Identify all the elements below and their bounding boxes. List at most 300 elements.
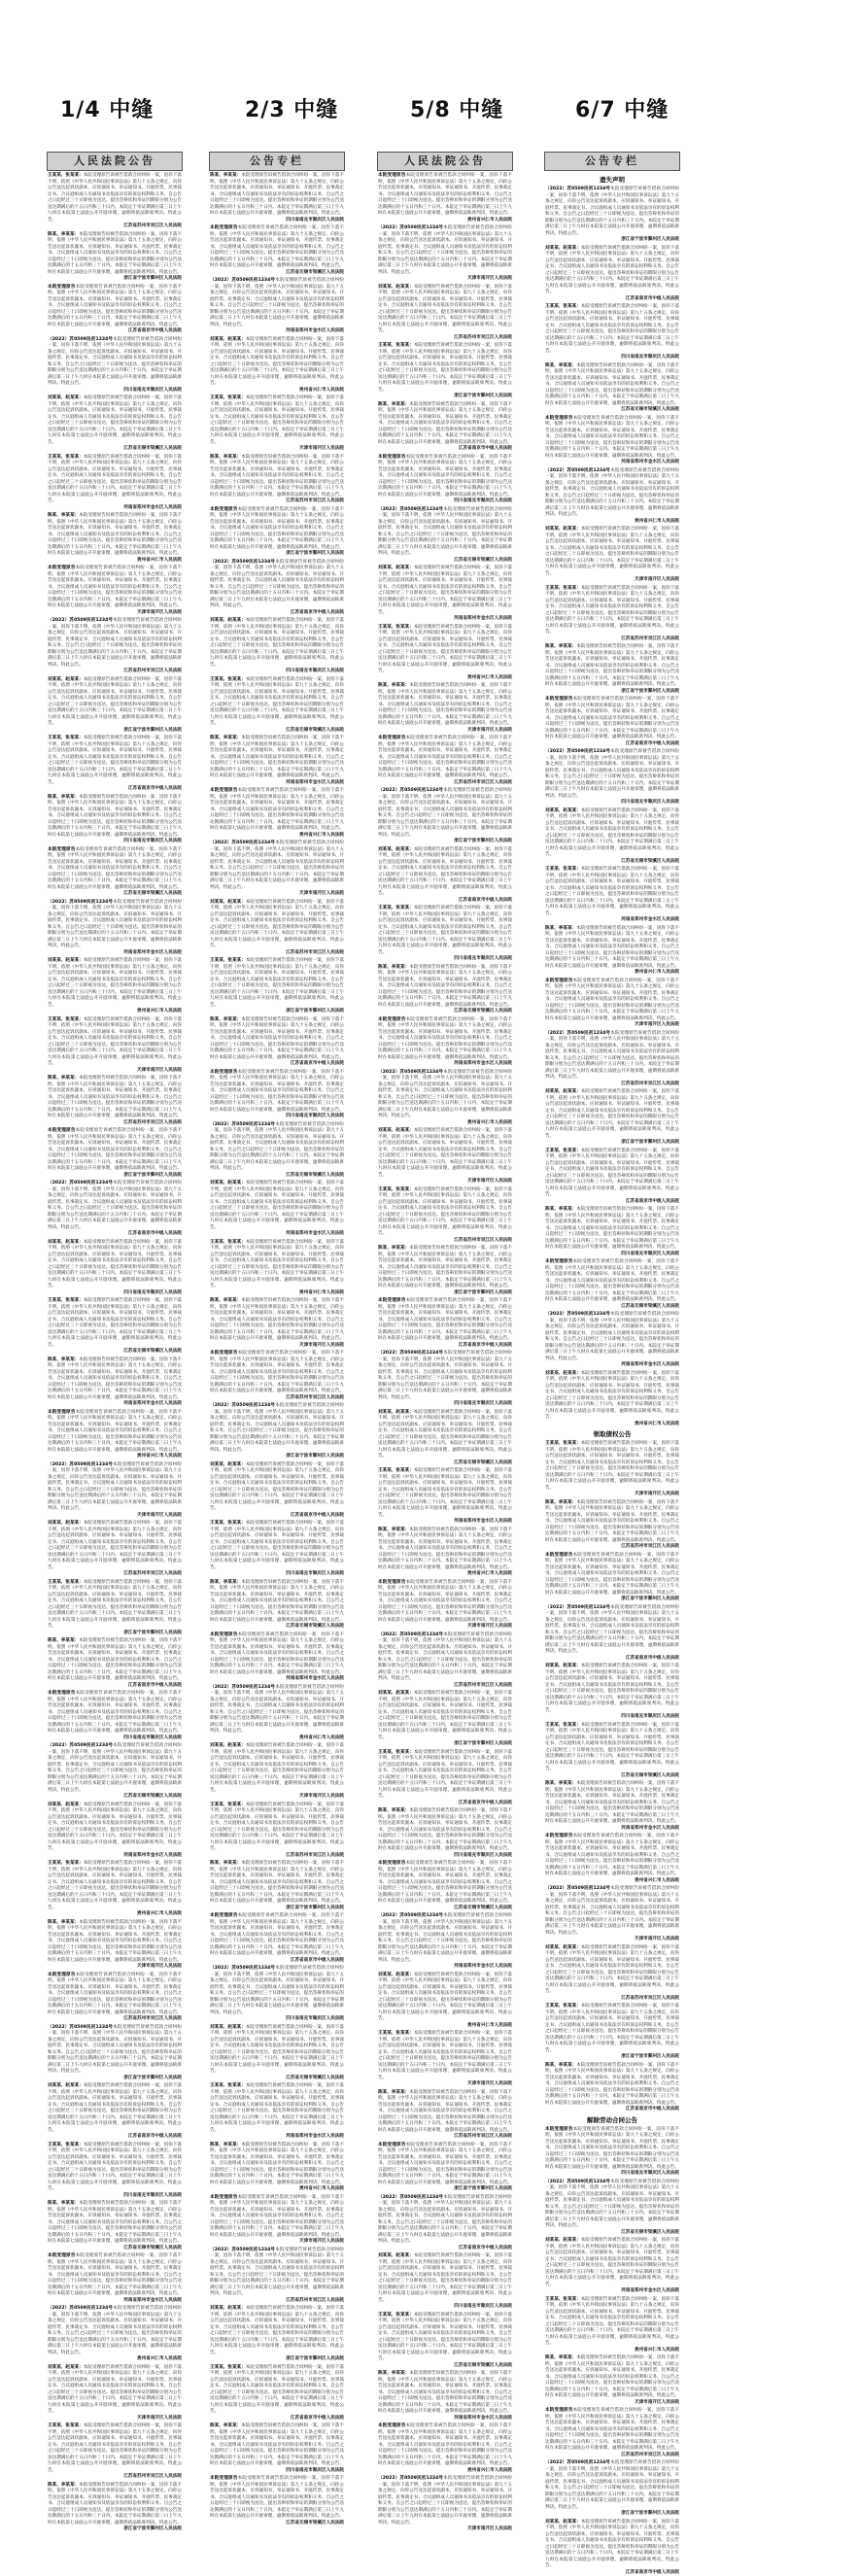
notice-text: 本院受理原告诉被告借款合同纠纷一案，因你下落不明，依照《中华人民共和国民事诉讼法》第九十五条之规定，向你公告送达起诉状副本、应诉通知书、举证通知书、开庭传票、民事裁定书、合议庭组成人员通知书及依法享有的诉讼权利和义务。自公告之日起经过三十日即视为送达。提出答辩状和举证的期限分别为公告送达期满后的十五日内和三十日内。本院定于举证期满后第三日上午九时在本院第七法庭公开开庭审理，逾期将依法缺席判决。特此公告。 <box>378 2423 512 2466</box>
notice-court: 江苏省苏州市吴江区人民法院 <box>545 1544 679 1551</box>
notice-text: 本院受理原告诉被告借款合同纠纷一案，因你下落不明，依照《中华人民共和国民事诉讼法》第九十五条之规定，向你公告送达起诉状副本、应诉通知书、举证通知书、开庭传票、民事裁定书、合议庭组成人员通知书及依法享有的诉讼权利和义务。自公告之日起经过三十日即视为送达。提出答辩状和举证的期限分别为公告送达期满后的十五日内和三十日内。本院定于举证期满后第三日上午九时在本院第七法庭公开开庭审理，逾期将依法缺席判决。特此公告。 <box>48 455 182 504</box>
notice-item <box>545 1207 679 1257</box>
notice-head: （2022）苏0509民初1234号 <box>210 2248 275 2252</box>
notice-court: 天津市南开区人民法院 <box>378 728 512 735</box>
notice-head: 陈某、李某某： <box>48 232 79 237</box>
notice-item <box>378 1351 512 1408</box>
notice-item <box>48 455 182 512</box>
notice-court: 贵州省兴仁市人民法院 <box>545 1878 679 1885</box>
notice-item <box>48 1357 182 1408</box>
notice-item <box>378 2090 512 2141</box>
notice-item <box>378 1808 512 1859</box>
notice-head: 本院受理原告 <box>545 1259 573 1264</box>
notice-item <box>545 1312 679 1369</box>
notice-head: 陈某、李某某： <box>210 2143 241 2147</box>
notice-head: （2022）苏0509民初1234号 <box>48 618 113 623</box>
notice-head: 刘某某、赵某某： <box>378 285 414 290</box>
notice-item <box>378 1187 512 1245</box>
notice-item <box>210 337 344 395</box>
notice-court: 浙江省宁波市鄞州区人民法院 <box>48 1631 182 1637</box>
notice-head: （2022）苏0509民初1234号 <box>48 1181 113 1185</box>
notice-head: 本院受理原告 <box>545 1834 573 1838</box>
notice-item <box>210 677 344 735</box>
notice-court: 天津市南开区人民法院 <box>378 2081 512 2088</box>
notice-head: 本院受理原告 <box>378 173 406 178</box>
fold-label-1-4: 1/4 中缝 <box>60 93 154 123</box>
notice-court: 天津市南开区人民法院 <box>48 1513 182 1520</box>
notice-text: 本院受理原告诉被告借款合同纠纷一案，因你下落不明，依照《中华人民共和国民事诉讼法》第九十五条之规定，向你公告送达起诉状副本、应诉通知书、举证通知书、开庭传票、民事裁定书、合议庭组成人员通知书及依法享有的诉讼权利和义务。自公告之日起经过三十日即视为送达。提出答辩状和举证的期限分别为公告送达期满后的十五日内和三十日内。本院定于举证期满后第三日上午九时在本院第七法庭公开开庭审理，逾期将依法缺席判决。特此公告。 <box>48 513 182 556</box>
notice-item <box>545 867 679 924</box>
notice-text: 本院受理原告诉被告借款合同纠纷一案，因你下落不明，依照《中华人民共和国民事诉讼法》第九十五条之规定，向你公告送达起诉状副本、应诉通知书、举证通知书、开庭传票、民事裁定书、合议庭组成人员通知书及依法享有的诉讼权利和义务。自公告之日起经过三十日即视为送达。提出答辩状和举证的期限分别为公告送达期满后的十五日内和三十日内。本院定于举证期满后第三日上午九时在本院第七法庭公开开庭审理，逾期将依法缺席判决。特此公告。 <box>545 1886 679 1936</box>
notice-item <box>545 1945 679 2003</box>
notice-head: 本院受理原告 <box>545 979 573 983</box>
notice-head: 陈某、李某某： <box>210 173 241 178</box>
notice-text: 本院受理原告诉被告借款合同纠纷一案，因你下落不明，依照《中华人民共和国民事诉讼法》第九十五条之规定，向你公告送达起诉状副本、应诉通知书、举证通知书、开庭传票、民事裁定书、合议庭组成人员通知书及依法享有的诉讼权利和义务。自公告之日起经过三十日即视为送达。提出答辩状和举证的期限分别为公告送达期满后的十五日内和三十日内。本院定于举证期满后第三日上午九时在本院第七法庭公开开庭审理，逾期将依法缺席判决。特此公告。 <box>545 2004 679 2053</box>
notice-item <box>545 1089 679 1147</box>
notice-item <box>378 1017 512 1068</box>
notice-court: 江苏省南京市中级人民法院 <box>378 446 512 453</box>
notice-item <box>378 1128 512 1185</box>
notice-head: 本院受理原告 <box>378 1861 406 1866</box>
notice-text: 本院受理原告诉被告借款合同纠纷一案，因你下落不明，依照《中华人民共和国民事诉讼法》第九十五条之规定，向你公告送达起诉状副本、应诉通知书、举证通知书、开庭传票、民事裁定书、合议庭组成人员通知书及依法享有的诉讼权利和义务。自公告之日起经过三十日即视为送达。提出答辩状和举证的期限分别为公告送达期满后的十五日内和三十日内。本院定于举证期满后第三日上午九时在本院第七法庭公开开庭审理，逾期将依法缺席判决。特此公告。 <box>48 1410 182 1453</box>
notice-head: （2022）苏0509民初1234号 <box>545 749 610 754</box>
notice-head: 刘某某、赵某某： <box>545 527 581 532</box>
notice-court: 四川省南充市顺庆区人民法院 <box>48 1290 182 1297</box>
notice-item <box>48 2483 182 2533</box>
notice-head: 本院受理原告 <box>48 2253 76 2258</box>
notice-head: 刘某某、赵某某： <box>48 677 84 682</box>
notice-court: 浙江省宁波市鄞州区人民法院 <box>210 1906 344 1912</box>
notice-text: 本院受理原告诉被告借款合同纠纷一案，因你下落不明，依照《中华人民共和国民事诉讼法》第九十五条之规定，向你公告送达起诉状副本、应诉通知书、举证通知书、开庭传票、民事裁定书、合议庭组成人员通知书及依法享有的诉讼权利和义务。自公告之日起经过三十日即视为送达。提出答辩状和举证的期限分别为公告送达期满后的十五日内和三十日内。本院定于举证期满后第三日上午九时在本院第七法庭公开开庭审理，逾期将依法缺席判决。特此公告。 <box>48 1861 182 1910</box>
notice-text: 本院受理原告诉被告借款合同纠纷一案，因你下落不明，依照《中华人民共和国民事诉讼法》第九十五条之规定，向你公告送达起诉状副本、应诉通知书、举证通知书、开庭传票、民事裁定书、合议庭组成人员通知书及依法享有的诉讼权利和义务。自公告之日起经过三十日即视为送达。提出答辩状和举证的期限分别为公告送达期满后的十五日内和三十日内。本院定于举证期满后第三日上午九时在本院第七法庭公开开庭审理，逾期将依法缺席判决。特此公告。 <box>48 677 182 727</box>
notice-court: 浙江省宁波市鄞州区人民法院 <box>48 2526 182 2533</box>
notice-text: 本院受理原告诉被告借款合同纠纷一案，因你下落不明，依照《中华人民共和国民事诉讼法》第九十五条之规定，向你公告送达起诉状副本、应诉通知书、举证通知书、开庭传票、民事裁定书、合议庭组成人员通知书及依法享有的诉讼权利和义务。自公告之日起经过三十日即视为送达。提出答辩状和举证的期限分别为公告送达期满后的十五日内和三十日内。本院定于举证期满后第三日上午九时在本院第七法庭公开开庭审理，逾期将依法缺席判决。特此公告。 <box>48 1743 182 1793</box>
column-1 <box>47 152 183 2173</box>
notice-item <box>378 625 512 682</box>
notice-court: 天津市南开区人民法院 <box>48 1068 182 1075</box>
notice-item <box>210 507 344 558</box>
notice-head: （2022）苏0509民初1234号 <box>545 2460 610 2465</box>
notice-head: 刘某某、赵某某： <box>48 1803 84 1807</box>
notice-item <box>210 1913 344 1964</box>
notice-court: 浙江省宁波市鄞州区人民法院 <box>545 1140 679 1147</box>
notice-head: 本院受理原告 <box>545 2408 573 2413</box>
notice-item <box>48 1638 182 1689</box>
notice-head: （2022）苏0509民初1234号 <box>545 187 610 191</box>
notice-court: 四川省南充市顺庆区人民法院 <box>48 2193 182 2200</box>
notice-court: 贵州省兴仁市人民法院 <box>210 1735 344 1742</box>
notice-item <box>48 1076 182 1126</box>
notice-court: 天津市南开区人民法院 <box>210 891 344 898</box>
notice-court: 江苏省南京市中级人民法院 <box>545 741 679 748</box>
notice-court: 浙江省宁波市鄞州区人民法院 <box>378 839 512 845</box>
notice-text: 本院受理原告诉被告借款合同纠纷一案，因你下落不明，依照《中华人民共和国民事诉讼法》第九十五条之规定，向你公告送达起诉状副本、应诉通知书、举证通知书、开庭传票、民事裁定书、合议庭组成人员通知书及依法享有的诉讼权利和义务。自公告之日起经过三十日即视为送达。提出答辩状和举证的期限分别为公告送达期满后的十五日内和三十日内。本院定于举证期满后第三日上午九时在本院第七法庭公开开庭审理，逾期将依法缺席判决。特此公告。 <box>378 1017 512 1060</box>
notice-head: 刘某某、赵某某： <box>210 1743 246 1748</box>
notice-text: 本院受理原告诉被告借款合同纠纷一案，因你下落不明，依照《中华人民共和国民事诉讼法》第九十五条之规定，向你公告送达起诉状副本、应诉通知书、举证通知书、开庭传票、民事裁定书、合议庭组成人员通知书及依法享有的诉讼权利和义务。自公告之日起经过三十日即视为送达。提出答辩状和举证的期限分别为公告送达期满后的十五日内和三十日内。本院定于举证期满后第三日上午九时在本院第七法庭公开开庭审理，逾期将依法缺席判决。特此公告。 <box>210 2476 344 2519</box>
notice-item <box>210 788 344 839</box>
notice-court: 河南省郑州市金水区人民法院 <box>378 616 512 623</box>
notice-head: （2022）苏0509民初1234号 <box>48 1743 113 1748</box>
notice-court: 江苏省南京市中级人民法院 <box>545 296 679 303</box>
notice-head: （2022）苏0509民初1234号 <box>210 560 275 565</box>
notice-text: 本院受理原告诉被告借款合同纠纷一案，因你下落不明，依照《中华人民共和国民事诉讼法》第九十五条之规定，向你公告送达起诉状副本、应诉通知书、举证通知书、开庭传票、民事裁定书、合议庭组成人员通知书及依法享有的诉讼权利和义务。自公告之日起经过三十日即视为送达。提出答辩状和举证的期限分别为公告送达期满后的十五日内和三十日内。本院定于举证期满后第三日上午九时在本院第七法庭公开开庭审理，逾期将依法缺席判决。特此公告。 <box>48 1181 182 1230</box>
notice-court: 河南省郑州市金水区人民法院 <box>48 1853 182 1860</box>
notice-item <box>545 1664 679 1721</box>
notice-item <box>210 2143 344 2193</box>
notice-head: 刘某某、赵某某： <box>210 618 246 623</box>
notice-court: 贵州省兴仁市人民法院 <box>378 1571 512 1578</box>
notice-text: 本院受理原告诉被告借款合同纠纷一案，因你下落不明，依照《中华人民共和国民事诉讼法》第九十五条之规定，向你公告送达起诉状副本、应诉通知书、举证通知书、开庭传票、民事裁定书、合议庭组成人员通知书及依法享有的诉讼权利和义务。自公告之日起经过三十日即视为送达。提出答辩状和举证的期限分别为公告送达期满后的十五日内和三十日内。本院定于举证期满后第三日上午九时在本院第七法庭公开开庭审理，逾期将依法缺席判决。特此公告。 <box>210 2195 344 2238</box>
notice-head: 刘某某、赵某某： <box>545 246 581 251</box>
notice-item <box>378 1580 512 1631</box>
notice-text: 本院受理原告诉被告借款合同纠纷一案，因你下落不明，依照《中华人民共和国民事诉讼法》第九十五条之规定，向你公告送达起诉状副本、应诉通知书、举证通知书、开庭传票、民事裁定书、合议庭组成人员通知书及依法享有的诉讼权利和义务。自公告之日起经过三十日即视为送达。提出答辩状和举证的期限分别为公告送达期满后的十五日内和三十日内。本院定于举证期满后第三日上午九时在本院第七法庭公开开庭审理，逾期将依法缺席判决。特此公告。 <box>378 906 512 955</box>
notice-text: 本院受理原告诉被告借款合同纠纷一案，因你下落不明，依照《中华人民共和国民事诉讼法》第九十五条之规定，向你公告送达起诉状副本、应诉通知书、举证通知书、开庭传票、民事裁定书、合议庭组成人员通知书及依法享有的诉讼权利和义务。自公告之日起经过三十日即视为送达。提出答辩状和举证的期限分别为公告送达期满后的十五日内和三十日内。本院定于举证期满后第三日上午九时在本院第七法庭公开开庭审理，逾期将依法缺席判决。特此公告。 <box>545 2297 679 2347</box>
notice-head: （2022）苏0509民初1234号 <box>378 1351 443 1356</box>
notice-head: 王某某、张某某： <box>48 1298 84 1303</box>
notice-text: 本院受理原告诉被告借款合同纠纷一案，因你下落不明，依照《中华人民共和国民事诉讼法》第九十五条之规定，向你公告送达起诉状副本、应诉通知书、举证通知书、开庭传票、民事裁定书、合议庭组成人员通知书及依法享有的诉讼权利和义务。自公告之日起经过三十日即视为送达。提出答辩状和举证的期限分别为公告送达期满后的十五日内和三十日内。本院定于举证期满后第三日上午九时在本院第七法庭公开开庭审理，逾期将依法缺席判决。特此公告。 <box>48 736 182 785</box>
notice-head: （2022）苏0509民初1234号 <box>48 900 113 905</box>
notice-court: 江苏省南京市中级人民法院 <box>210 1958 344 1965</box>
notice-court: 浙江省宁波市鄞州区人民法院 <box>545 689 679 696</box>
notice-item <box>210 1298 344 1349</box>
notice-text: 本院受理原告诉被告借款合同纠纷一案，因你下落不明，依照《中华人民共和国民事诉讼法》第九十五条之规定，向你公告送达起诉状副本、应诉通知书、举证通知书、开庭传票、民事裁定书、合议庭组成人员通知书及依法享有的诉讼权利和义务。自公告之日起经过三十日即视为送达。提出答辩状和举证的期限分别为公告送达期满后的十五日内和三十日内。本院定于举证期满后第三日上午九时在本院第七法庭公开开庭审理，逾期将依法缺席判决。特此公告。 <box>210 677 344 727</box>
notice-court: 江苏省无锡市梁溪区人民法院 <box>210 728 344 735</box>
notice-court: 河南省郑州市金水区人民法院 <box>545 460 679 466</box>
notice-head: 本院受理原告 <box>210 225 238 230</box>
notice-text: 本院受理原告诉被告借款合同纠纷一案，因你下落不明，依照《中华人民共和国民事诉讼法》第九十五条之规定，向你公告送达起诉状副本、应诉通知书、举证通知书、开庭传票、民事裁定书、合议庭组成人员通知书及依法享有的诉讼权利和义务。自公告之日起经过三十日即视为送达。提出答辩状和举证的期限分别为公告送达期满后的十五日内和三十日内。本院定于举证期满后第三日上午九时在本院第七法庭公开开庭审理，逾期将依法缺席判决。特此公告。 <box>48 1691 182 1734</box>
notice-text: 本院受理原告诉被告借款合同纠纷一案，因你下落不明，依照《中华人民共和国民事诉讼法》第九十五条之规定，向你公告送达起诉状副本、应诉通知书、举证通知书、开庭传票、民事裁定书、合议庭组成人员通知书及依法享有的诉讼权利和义务。自公告之日起经过三十日即视为送达。提出答辩状和举证的期限分别为公告送达期满后的十五日内和三十日内。本院定于举证期满后第三日上午九时在本院第七法庭公开开庭审理，逾期将依法缺席判决。特此公告。 <box>48 2025 182 2075</box>
notice-item <box>210 958 344 1015</box>
notice-court: 江苏省南京市中级人民法院 <box>378 1343 512 1350</box>
notice-text: 本院受理原告诉被告借款合同纠纷一案，因你下落不明，依照《中华人民共和国民事诉讼法》第九十五条之规定，向你公告送达起诉状副本、应诉通知书、举证通知书、开庭传票、民事裁定书、合议庭组成人员通知书及依法享有的诉讼权利和义务。自公告之日起经过三十日即视为送达。提出答辩状和举证的期限分别为公告送达期满后的十五日内和三十日内。本院定于举证期满后第三日上午九时在本院第七法庭公开开庭审理，逾期将依法缺席判决。特此公告。 <box>48 1128 182 1171</box>
notice-item <box>545 246 679 303</box>
notice-court: 河南省郑州市金水区人民法院 <box>545 917 679 924</box>
notice-court: 河南省郑州市金水区人民法院 <box>210 780 344 787</box>
notice-head: （2022）苏0509民初1234号 <box>210 841 275 845</box>
notice-court: 江苏省南京市中级人民法院 <box>48 2134 182 2141</box>
notice-item <box>210 1685 344 1742</box>
notice-court: 江苏省无锡市梁溪区人民法院 <box>48 1349 182 1356</box>
notice-court: 浙江省宁波市鄞州区人民法院 <box>378 394 512 400</box>
notice-court: 天津市南开区人民法院 <box>210 446 344 453</box>
notice-head: 本院受理原告 <box>378 455 406 460</box>
notice-head: 刘某某、赵某某： <box>210 1462 246 1467</box>
fold-label-5-8: 5/8 中缝 <box>410 93 503 123</box>
notice-court: 江苏省无锡市梁溪区人民法院 <box>210 2076 344 2082</box>
notice-text: 本院受理原告诉被告借款合同纠纷一案，因你下落不明，依照《中华人民共和国民事诉讼法》第九十五条之规定，向你公告送达起诉状副本、应诉通知书、举证通知书、开庭传票、民事裁定书、合议庭组成人员通知书及依法享有的诉讼权利和义务。自公告之日起经过三十日即视为送达。提出答辩状和举证的期限分别为公告送达期满后的十五日内和三十日内。本院定于举证期满后第三日上午九时在本院第七法庭公开开庭审理，逾期将依法缺席判决。特此公告。 <box>378 1632 512 1682</box>
fold-label-2-3: 2/3 中缝 <box>245 93 338 123</box>
notice-item <box>210 1966 344 2023</box>
notice-head: 陈某、李某某： <box>378 2371 409 2376</box>
notice-head: 陈某、李某某： <box>48 2201 79 2206</box>
notice-text: 本院受理原告诉被告借款合同纠纷一案，因你下落不明，依照《中华人民共和国民事诉讼法》第九十五条之规定，向你公告送达起诉状副本、应诉通知书、举证通知书、开庭传票、民事裁定书、合议庭组成人员通知书及依法享有的诉讼权利和义务。自公告之日起经过三十日即视为送达。提出答辩状和举证的期限分别为公告送达期满后的十五日内和三十日内。本院定于举证期满后第三日上午九时在本院第七法庭公开开庭审理，逾期将依法缺席判决。特此公告。 <box>545 1945 679 1995</box>
notice-item <box>48 847 182 898</box>
notice-court: 江苏省苏州市吴江区人民法院 <box>48 669 182 675</box>
notice-court: 江苏省无锡市梁溪区人民法院 <box>210 1173 344 1180</box>
notice-court: 四川省南充市顺庆区人民法院 <box>210 1114 344 1120</box>
notice-item <box>210 1017 344 1068</box>
notice-court: 贵州省兴仁市人民法院 <box>48 1009 182 1015</box>
notice-head: 本院受理原告 <box>378 1580 406 1585</box>
notice-item <box>48 566 182 616</box>
notice-court: 江苏省无锡市梁溪区人民法院 <box>48 2246 182 2252</box>
notice-head: （2022）苏0509民初1234号 <box>48 337 113 342</box>
notice-text: 本院受理原告诉被告借款合同纠纷一案，因你下落不明，依照《中华人民共和国民事诉讼法》第九十五条之规定，向你公告送达起诉状副本、应诉通知书、举证通知书、开庭传票、民事裁定书、合议庭组成人员通知书及依法享有的诉讼权利和义务。自公告之日起经过三十日即视为送达。提出答辩状和举证的期限分别为公告送达期满后的十五日内和三十日内。本院定于举证期满后第三日上午九时在本院第七法庭公开开庭审理，逾期将依法缺席判决。特此公告。 <box>210 1632 344 1675</box>
notice-head: 陈某、李某某： <box>210 1017 241 1022</box>
notice-item <box>210 1403 344 1460</box>
notice-court: 天津市南开区人民法院 <box>48 2416 182 2422</box>
notice-text: 本院受理原告诉被告借款合同纠纷一案，因你下落不明，依照《中华人民共和国民事诉讼法》第九十五条之规定，向你公告送达起诉状副本、应诉通知书、举证通知书、开庭传票、民事裁定书、合议庭组成人员通知书及依法享有的诉讼权利和义务。自公告之日起经过三十日即视为送达。提出答辩状和举证的期限分别为公告送达期满后的十五日内和三十日内。本院定于举证期满后第三日上午九时在本院第七法庭公开开庭审理，逾期将依法缺席判决。特此公告。 <box>378 2371 512 2414</box>
notice-item <box>48 2025 182 2082</box>
notice-court: 河南省郑州市金水区人民法院 <box>210 1231 344 1238</box>
notice-court: 江苏省苏州市吴江区人民法院 <box>48 223 182 230</box>
notice-head: 刘某某、赵某某： <box>210 1181 246 1185</box>
notice-head: （2022）苏0509民初1234号 <box>48 2306 113 2311</box>
notice-text: 本院受理原告诉被告借款合同纠纷一案，因你下落不明，依照《中华人民共和国民事诉讼法》第九十五条之规定，向你公告送达起诉状副本、应诉通知书、举证通知书、开庭传票、民事裁定书、合议庭组成人员通知书及依法享有的诉讼权利和义务。自公告之日起经过三十日即视为送达。提出答辩状和举证的期限分别为公告送达期满后的十五日内和三十日内。本院定于举证期满后第三日上午九时在本院第七法庭公开开庭审理，逾期将依法缺席判决。特此公告。 <box>210 455 344 498</box>
notice-text: 本院受理原告诉被告借款合同纠纷一案，因你下落不明，依照《中华人民共和国民事诉讼法》第九十五条之规定，向你公告送达起诉状副本、应诉通知书、举证通知书、开庭传票、民事裁定书、合议庭组成人员通知书及依法享有的诉讼权利和义务。自公告之日起经过三十日即视为送达。提出答辩状和举证的期限分别为公告送达期满后的十五日内和三十日内。本院定于举证期满后第三日上午九时在本院第七法庭公开开庭审理，逾期将依法缺席判决。特此公告。 <box>48 847 182 890</box>
notice-head: 本院受理原告 <box>48 1973 76 1977</box>
notice-court: 江苏省南京市中级人民法院 <box>210 1513 344 1520</box>
notice-court: 江苏省苏州市吴江区人民法院 <box>545 636 679 643</box>
notice-text: 本院受理原告诉被告借款合同纠纷一案，因你下落不明，依照《中华人民共和国民事诉讼法》第九十五条之规定，向你公告送达起诉状副本、应诉通知书、举证通知书、开庭传票、民事裁定书、合议庭组成人员通知书及依法享有的诉讼权利和义务。自公告之日起经过三十日即视为送达。提出答辩状和举证的期限分别为公告送达期满后的十五日内和三十日内。本院定于举证期满后第三日上午九时在本院第七法庭公开开庭审理，逾期将依法缺席判决。特此公告。 <box>378 847 512 897</box>
notice-text: 本院受理原告诉被告借款合同纠纷一案，因你下落不明，依照《中华人民共和国民事诉讼法》第九十五条之规定，向你公告送达起诉状副本、应诉通知书、举证通知书、开庭传票、民事裁定书、合议庭组成人员通知书及依法享有的诉讼权利和义务。自公告之日起经过三十日即视为送达。提出答辩状和举证的期限分别为公告送达期满后的十五日内和三十日内。本院定于举证期满后第三日上午九时在本院第七法庭公开开庭审理，逾期将依法缺席判决。特此公告。 <box>378 965 512 1008</box>
notice-court: 河南省郑州市金水区人民法院 <box>48 2298 182 2305</box>
column-header: 人民法院公告 <box>47 152 183 171</box>
notice-head: 本院受理原告 <box>48 566 76 570</box>
notice-text: 本院受理原告诉被告借款合同纠纷一案，因你下落不明，依照《中华人民共和国民事诉讼法》第九十五条之规定，向你公告送达起诉状副本、应诉通知书、举证通知书、开庭传票、民事裁定书、合议庭组成人员通知书及依法享有的诉讼权利和义务。自公告之日起经过三十日即视为送达。提出答辩状和举证的期限分别为公告送达期满后的十五日内和三十日内。本院定于举证期满后第三日上午九时在本院第七法庭公开开庭审理，逾期将依法缺席判决。特此公告。 <box>210 337 344 387</box>
notice-head: 陈某、李某某： <box>378 1808 409 1813</box>
notice-item <box>48 2365 182 2422</box>
notice-court: 江苏省无锡市梁溪区人民法院 <box>210 1624 344 1631</box>
notice-court: 江苏省苏州市吴江区人民法院 <box>378 2134 512 2141</box>
notice-court: 江苏省苏州市吴江区人民法院 <box>545 1082 679 1088</box>
notice-item <box>48 795 182 845</box>
notice-court: 江苏省苏州市吴江区人民法院 <box>48 2474 182 2481</box>
notice-item <box>48 1861 182 1918</box>
notice-text: 本院受理原告诉被告借款合同纠纷一案，因你下落不明，依照《中华人民共和国民事诉讼法》第九十五条之规定，向你公告送达起诉状副本、应诉通知书、举证通知书、开庭传票、民事裁定书、合议庭组成人员通知书及依法享有的诉讼权利和义务。自公告之日起经过三十日即视为送达。提出答辩状和举证的期限分别为公告送达期满后的十五日内和三十日内。本院定于举证期满后第三日上午九时在本院第七法庭公开开庭审理，逾期将依法缺席判决。特此公告。 <box>48 1076 182 1118</box>
notice-item <box>210 2195 344 2246</box>
notice-court: 江苏省南京市中级人民法院 <box>545 1199 679 1206</box>
notice-item <box>48 1017 182 1075</box>
notice-court: 浙江省宁波市鄞州区人民法院 <box>210 1454 344 1460</box>
notice-text: 本院受理原告诉被告借款合同纠纷一案，因你下落不明，依照《中华人民共和国民事诉讼法》第九十五条之规定，向你公告送达起诉状副本、应诉通知书、举证通知书、开庭传票、民事裁定书、合议庭组成人员通知书及依法享有的诉讼权利和义务。自公告之日起经过三十日即视为送达。提出答辩状和举证的期限分别为公告送达期满后的十五日内和三十日内。本院定于举证期满后第三日上午九时在本院第七法庭公开开庭审理，逾期将依法缺席判决。特此公告。 <box>210 618 344 668</box>
notice-head: 王某某、张某某： <box>378 2313 414 2318</box>
notice-text: 本院受理原告诉被告借款合同纠纷一案，因你下落不明，依照《中华人民共和国民事诉讼法》第九十五条之规定，向你公告送达起诉状副本、应诉通知书、举证通知书、开庭传票、民事裁定书、合议庭组成人员通知书及依法享有的诉讼权利和义务。自公告之日起经过三十日即视为送达。提出答辩状和举证的期限分别为公告送达期满后的十五日内和三十日内。本院定于举证期满后第三日上午九时在本院第七法庭公开开庭审理，逾期将依法缺席判决。特此公告。 <box>210 507 344 550</box>
column-header: 公告专栏 <box>209 152 345 171</box>
notice-item <box>48 1240 182 1297</box>
notice-item <box>378 1913 512 1971</box>
notice-head: 陈某、李某某： <box>210 1580 241 1585</box>
notice-text: 本院受理原告诉被告借款合同纠纷一案，因你下落不明，依照《中华人民共和国民事诉讼法》第九十五条之规定，向你公告送达起诉状副本、应诉通知书、举证通知书、开庭传票、民事裁定书、合议庭组成人员通知书及依法享有的诉讼权利和义务。自公告之日起经过三十日即视为送达。提出答辩状和举证的期限分别为公告送达期满后的十五日内和三十日内。本院定于举证期满后第三日上午九时在本院第七法庭公开开庭审理，逾期将依法缺席判决。特此公告。 <box>545 1553 679 1596</box>
section-title: 遗失声明 <box>545 176 679 185</box>
notice-item <box>210 1122 344 1180</box>
notice-item <box>378 2313 512 2370</box>
notice-head: 刘某某、赵某某： <box>545 1371 581 1376</box>
notice-text: 本院受理原告诉被告借款合同纠纷一案，因你下落不明，依照《中华人民共和国民事诉讼法》第九十五条之规定，向你公告送达起诉状副本、应诉通知书、举证通知书、开庭传票、民事裁定书、合议庭组成人员通知书及依法享有的诉讼权利和义务。自公告之日起经过三十日即视为送达。提出答辩状和举证的期限分别为公告送达期满后的十五日内和三十日内。本院定于举证期满后第三日上午九时在本院第七法庭公开开庭审理，逾期将依法缺席判决。特此公告。 <box>48 285 182 327</box>
column-header: 公告专栏 <box>544 152 680 171</box>
notice-item <box>210 1070 344 1120</box>
notice-court: 四川省南充市顺庆区人民法院 <box>545 355 679 361</box>
notice-court: 四川省南充市顺庆区人民法院 <box>545 2171 679 2178</box>
notice-text: 本院受理原告诉被告借款合同纠纷一案，因你下落不明，依照《中华人民共和国民事诉讼法》第九十五条之规定，向你公告送达起诉状副本、应诉通知书、举证通知书、开庭传票、民事裁定书、合议庭组成人员通知书及依法享有的诉讼权利和义务。自公告之日起经过三十日即视为送达。提出答辩状和举证的期限分别为公告送达期满后的十五日内和三十日内。本院定于举证期满后第三日上午九时在本院第七法庭公开开庭审理，逾期将依法缺席判决。特此公告。 <box>545 1149 679 1198</box>
notice-head: 王某某、张某某： <box>210 2083 246 2088</box>
notice-court: 江苏省苏州市吴江区人民法院 <box>545 2453 679 2459</box>
notice-item <box>378 965 512 1015</box>
notice-head: 本院受理原告 <box>545 2127 573 2132</box>
notice-head: 王某某、张某某： <box>545 304 581 309</box>
notice-court: 江苏省苏州市吴江区人民法院 <box>378 335 512 342</box>
notice-text: 本院受理原告诉被告借款合同纠纷一案，因你下落不明，依照《中华人民共和国民事诉讼法》第九十五条之规定，向你公告送达起诉状副本、应诉通知书、举证通知书、开庭传票、民事裁定书、合议庭组成人员通知书及依法享有的诉讼权利和义务。自公告之日起经过三十日即视为送达。提出答辩状和举证的期限分别为公告送达期满后的十五日内和三十日内。本院定于举证期满后第三日上午九时在本院第七法庭公开开庭审理，逾期将依法缺席判决。特此公告。 <box>210 2423 344 2466</box>
notice-item <box>378 1246 512 1296</box>
notice-head: 陈某、李某某： <box>545 2063 576 2068</box>
notice-item <box>48 2253 182 2304</box>
notice-court: 天津市南开区人民法院 <box>545 577 679 584</box>
fold-label-6-7: 6/7 中缝 <box>575 93 669 123</box>
notice-text: 本院受理原告诉被告借款合同纠纷一案，因你下落不明，依照《中华人民共和国民事诉讼法》第九十五条之规定，向你公告送达起诉状副本、应诉通知书、举证通知书、开庭传票、民事裁定书、合议庭组成人员通知书及依法享有的诉讼权利和义务。自公告之日起经过三十日即视为送达。提出答辩状和举证的期限分别为公告送达期满后的十五日内和三十日内。本院定于举证期满后第三日上午九时在本院第七法庭公开开庭审理，逾期将依法缺席判决。特此公告。 <box>545 363 679 406</box>
notice-court: 江苏省苏州市吴江区人民法院 <box>210 1395 344 1402</box>
notice-text: 本院受理原告诉被告借款合同纠纷一案，因你下落不明，依照《中华人民共和国民事诉讼法》第九十五条之规定，向你公告送达起诉状副本、应诉通知书、举证通知书、开庭传票、民事裁定书、合议庭组成人员通知书及依法享有的诉讼权利和义务。自公告之日起经过三十日即视为送达。提出答辩状和举证的期限分别为公告送达期满后的十五日内和三十日内。本院定于举证期满后第三日上午九时在本院第七法庭公开开庭审理，逾期将依法缺席判决。特此公告。 <box>210 841 344 890</box>
notice-head: 王某某、张某某： <box>210 2365 246 2370</box>
notice-text: 本院受理原告诉被告借款合同纠纷一案，因你下落不明，依照《中华人民共和国民事诉讼法》第九十五条之规定，向你公告送达起诉状副本、应诉通知书、举证通知书、开庭传票、民事裁定书、合议庭组成人员通知书及依法享有的诉讼权利和义务。自公告之日起经过三十日即视为送达。提出答辩状和举证的期限分别为公告送达期满后的十五日内和三十日内。本院定于举证期满后第三日上午九时在本院第七法庭公开开庭审理，逾期将依法缺席判决。特此公告。 <box>378 1246 512 1288</box>
notice-item <box>378 788 512 845</box>
notice-court: 江苏省南京市中级人民法院 <box>378 898 512 905</box>
notice-head: 本院受理原告 <box>378 736 406 740</box>
notice-head: 王某某、张某某： <box>48 736 84 740</box>
notice-item <box>378 2195 512 2252</box>
column-body <box>377 171 513 2533</box>
notice-head: （2022）苏0509民初1234号 <box>210 1966 275 1971</box>
notice-court: 贵州省兴仁市人民法院 <box>378 2023 512 2030</box>
notice-court: 江苏省苏州市吴江区人民法院 <box>48 2016 182 2023</box>
notice-court: 江苏省无锡市梁溪区人民法院 <box>378 2363 512 2370</box>
notice-item <box>210 455 344 505</box>
notice-text: 本院受理原告诉被告借款合同纠纷一案，因你下落不明，依照《中华人民共和国民事诉讼法》第九十五条之规定，向你公告送达起诉状副本、应诉通知书、举证通知书、开庭传票、民事裁定书、合议庭组成人员通知书及依法享有的诉讼权利和义务。自公告之日起经过三十日即视为送达。提出答辩状和举证的期限分别为公告送达期满后的十五日内和三十日内。本院定于举证期满后第三日上午九时在本院第七法庭公开开庭审理，逾期将依法缺席判决。特此公告。 <box>378 2476 512 2525</box>
notice-text: 本院受理原告诉被告借款合同纠纷一案，因你下落不明，依照《中华人民共和国民事诉讼法》第九十五条之规定，向你公告送达起诉状副本、应诉通知书、举证通知书、开庭传票、民事裁定书、合议庭组成人员通知书及依法享有的诉讼权利和义务。自公告之日起经过三十日即视为送达。提出答辩状和举证的期限分别为公告送达期满后的十五日内和三十日内。本院定于举证期满后第三日上午九时在本院第七法庭公开开庭审理，逾期将依法缺席判决。特此公告。 <box>378 402 512 445</box>
notice-head: 本院受理原告 <box>378 1017 406 1022</box>
notice-head: 刘某某、赵某某： <box>210 337 246 342</box>
notice-text: 本院受理原告诉被告借款合同纠纷一案，因你下落不明，依照《中华人民共和国民事诉讼法》第九十五条之规定，向你公告送达起诉状副本、应诉通知书、举证通知书、开庭传票、民事裁定书、合议庭组成人员通知书及依法享有的诉讼权利和义务。自公告之日起经过三十日即视为送达。提出答辩状和举证的期限分别为公告送达期满后的十五日内和三十日内。本院定于举证期满后第三日上午九时在本院第七法庭公开开庭审理，逾期将依法缺席判决。特此公告。 <box>545 644 679 687</box>
notice-court: 江苏省南京市中级人民法院 <box>48 1683 182 1690</box>
notice-item <box>378 1528 512 1578</box>
notice-head: 王某某、张某某： <box>545 586 581 591</box>
notice-court: 浙江省宁波市鄞州区人民法院 <box>210 2356 344 2363</box>
notice-head: 陈某、李某某： <box>545 1500 576 1505</box>
notice-head: 陈某、李某某： <box>545 363 576 368</box>
notice-item <box>48 1743 182 1801</box>
notice-head: 陈某、李某某： <box>378 1528 409 1532</box>
notice-head: 刘某某、赵某某： <box>378 1410 414 1415</box>
notice-text: 本院受理原告诉被告借款合同纠纷一案，因你下落不明，依照《中华人民共和国民事诉讼法》第九十五条之规定，向你公告送达起诉状副本、应诉通知书、举证通知书、开庭传票、民事裁定书、合议庭组成人员通知书及依法享有的诉讼权利和义务。自公告之日起经过三十日即视为送达。提出答辩状和举证的期限分别为公告送达期满后的十五日内和三十日内。本院定于举证期满后第三日上午九时在本院第七法庭公开开庭审理，逾期将依法缺席判决。特此公告。 <box>378 1808 512 1851</box>
notice-item <box>48 1580 182 1637</box>
notice-head: 本院受理原告 <box>210 1070 238 1075</box>
notice-text: 本院受理原告诉被告借款合同纠纷一案，因你下落不明，依照《中华人民共和国民事诉讼法》第九十五条之规定，向你公告送达起诉状副本、应诉通知书、举证通知书、开庭传票、民事裁定书、合议庭组成人员通知书及依法享有的诉讼权利和义务。自公告之日起经过三十日即视为送达。提出答辩状和举证的期限分别为公告送达期满后的十五日内和三十日内。本院定于举证期满后第三日上午九时在本院第七法庭公开开庭审理，逾期将依法缺席判决。特此公告。 <box>378 1187 512 1237</box>
notice-text: 本院受理原告诉被告借款合同纠纷一案，因你下落不明，依照《中华人民共和国民事诉讼法》第九十五条之规定，向你公告送达起诉状副本、应诉通知书、举证通知书、开庭传票、民事裁定书、合议庭组成人员通知书及依法享有的诉讼权利和义务。自公告之日起经过三十日即视为送达。提出答辩状和举证的期限分别为公告送达期满后的十五日内和三十日内。本院定于举证期满后第三日上午九时在本院第七法庭公开开庭审理，逾期将依法缺席判决。特此公告。 <box>210 278 344 327</box>
notice-head: 王某某、张某某： <box>210 1240 246 1245</box>
notice-court: 河南省郑州市金水区人民法院 <box>545 1362 679 1369</box>
notice-text: 本院受理原告诉被告借款合同纠纷一案，因你下落不明，依照《中华人民共和国民事诉讼法》第九十五条之规定，向你公告送达起诉状副本、应诉通知书、举证通知书、开庭传票、民事裁定书、合议庭组成人员通知书及依法享有的诉讼权利和义务。自公告之日起经过三十日即视为送达。提出答辩状和举证的期限分别为公告送达期满后的十五日内和三十日内。本院定于举证期满后第三日上午九时在本院第七法庭公开开庭审理，逾期将依法缺席判决。特此公告。 <box>48 2365 182 2415</box>
notice-text: 本院受理原告诉被告借款合同纠纷一案，因你下落不明，依照《中华人民共和国民事诉讼法》第九十五条之规定，向你公告送达起诉状副本、应诉通知书、举证通知书、开庭传票、民事裁定书、合议庭组成人员通知书及依法享有的诉讼权利和义务。自公告之日起经过三十日即视为送达。提出答辩状和举证的期限分别为公告送达期满后的十五日内和三十日内。本院定于举证期满后第三日上午九时在本院第七法庭公开开庭审理，逾期将依法缺席判决。特此公告。 <box>378 1861 512 1904</box>
notice-text: 本院受理原告诉被告借款合同纠纷一案，因你下落不明，依照《中华人民共和国民事诉讼法》第九十五条之规定，向你公告送达起诉状副本、应诉通知书、举证通知书、开庭传票、民事裁定书、合议庭组成人员通知书及依法享有的诉讼权利和义务。自公告之日起经过三十日即视为送达。提出答辩状和举证的期限分别为公告送达期满后的十五日内和三十日内。本院定于举证期满后第三日上午九时在本院第七法庭公开开庭审理，逾期将依法缺席判决。特此公告。 <box>545 246 679 295</box>
notice-court: 河南省郑州市金水区人民法院 <box>378 2416 512 2422</box>
notice-text: 本院受理原告诉被告借款合同纠纷一案，因你下落不明，依照《中华人民共和国民事诉讼法》第九十五条之规定，向你公告送达起诉状副本、应诉通知书、举证通知书、开庭传票、民事裁定书、合议庭组成人员通知书及依法享有的诉讼权利和义务。自公告之日起经过三十日即视为送达。提出答辩状和举证的期限分别为公告送达期满后的十五日内和三十日内。本院定于举证期满后第三日上午九时在本院第七法庭公开开庭审理，逾期将依法缺席判决。特此公告。 <box>545 2127 679 2170</box>
notice-head: 王某某、张某某： <box>210 1803 246 1807</box>
notice-item <box>210 1580 344 1631</box>
notice-court: 江苏省苏州市吴江区人民法院 <box>48 1120 182 1127</box>
notice-court: 江苏省无锡市梁溪区人民法院 <box>48 446 182 453</box>
notice-item <box>48 677 182 735</box>
notice-item <box>210 618 344 675</box>
notice-item <box>378 2253 512 2311</box>
notice-item <box>210 2423 344 2474</box>
notice-item <box>545 187 679 244</box>
notice-item <box>48 2143 182 2200</box>
notice-head: 刘某某、赵某某： <box>378 566 414 570</box>
notice-court: 河南省郑州市金水区人民法院 <box>378 1061 512 1068</box>
notice-head: 陈某、李某某： <box>210 1861 241 1866</box>
notice-head: 王某某、张某某： <box>545 867 581 872</box>
notice-head: 刘某某、赵某某： <box>545 1664 581 1668</box>
notice-item <box>545 1031 679 1088</box>
notice-item <box>378 2031 512 2088</box>
notice-head: 刘某某、赵某某： <box>545 1089 581 1094</box>
notice-item <box>378 2371 512 2421</box>
notice-item <box>545 1259 679 1310</box>
notice-court: 江苏省无锡市梁溪区人民法院 <box>545 859 679 866</box>
notice-head: 王某某、张某某： <box>210 677 246 682</box>
notice-text: 本院受理原告诉被告借款合同纠纷一案，因你下落不明，依照《中华人民共和国民事诉讼法》第九十五条之规定，向你公告送达起诉状副本、应诉通知书、举证通知书、开庭传票、民事裁定书、合议庭组成人员通知书及依法享有的诉讼权利和义务。自公告之日起经过三十日即视为送达。提出答辩状和举证的期限分别为公告送达期满后的十五日内和三十日内。本院定于举证期满后第三日上午九时在本院第七法庭公开开庭审理，逾期将依法缺席判决。特此公告。 <box>378 2195 512 2245</box>
notice-court: 天津市南开区人民法院 <box>545 2400 679 2407</box>
notice-head: 陈某、李某某： <box>48 1638 79 1643</box>
notice-head: （2022）苏0509民初1234号 <box>378 2195 443 2200</box>
notice-item <box>48 285 182 335</box>
notice-head: 刘某某、赵某某： <box>378 2253 414 2258</box>
notice-court: 河南省郑州市金水区人民法院 <box>210 1676 344 1683</box>
notice-item <box>378 1973 512 2030</box>
notice-court: 江苏省无锡市梁溪区人民法院 <box>48 891 182 898</box>
notice-head: 王某某、张某某： <box>210 1521 246 1526</box>
notice-item <box>378 1410 512 1467</box>
notice-item <box>48 1803 182 1860</box>
notice-item <box>378 1691 512 1748</box>
notice-court: 江苏省南京市中级人民法院 <box>378 2246 512 2252</box>
notice-head: 王某某、张某某： <box>378 625 414 630</box>
notice-item <box>378 1861 512 1911</box>
notice-item <box>48 1462 182 1520</box>
notice-court: 天津市南开区人民法院 <box>378 1624 512 1631</box>
notice-text: 本院受理原告诉被告借款合同纠纷一案，因你下落不明，依照《中华人民共和国民事诉讼法》第九十五条之规定，向你公告送达起诉状副本、应诉通知书、举证通知书、开庭传票、民事裁定书、合议庭组成人员通知书及依法享有的诉讼权利和义务。自公告之日起经过三十日即视为送达。提出答辩状和举证的期限分别为公告送达期满后的十五日内和三十日内。本院定于举证期满后第三日上午九时在本院第七法庭公开开庭审理，逾期将依法缺席判决。特此公告。 <box>378 1298 512 1341</box>
notice-text: 本院受理原告诉被告借款合同纠纷一案，因你下落不明，依照《中华人民共和国民事诉讼法》第九十五条之规定，向你公告送达起诉状副本、应诉通知书、举证通知书、开庭传票、民事裁定书、合议庭组成人员通知书及依法享有的诉讼权利和义务。自公告之日起经过三十日即视为送达。提出答辩状和举证的期限分别为公告送达期满后的十五日内和三十日内。本院定于举证期满后第三日上午九时在本院第七法庭公开开庭审理，逾期将依法缺席判决。特此公告。 <box>210 2143 344 2185</box>
notice-text: 本院受理原告诉被告借款合同纠纷一案，因你下落不明，依照《中华人民共和国民事诉讼法》第九十五条之规定，向你公告送达起诉状副本、应诉通知书、举证通知书、开庭传票、民事裁定书、合议庭组成人员通知书及依法享有的诉讼权利和义务。自公告之日起经过三十日即视为送达。提出答辩状和举证的期限分别为公告送达期满后的十五日内和三十日内。本院定于举证期满后第三日上午九时在本院第七法庭公开开庭审理，逾期将依法缺席判决。特此公告。 <box>378 225 512 275</box>
notice-head: 王某某、张某某： <box>545 1149 581 1153</box>
notice-court: 江苏省南京市中级人民法院 <box>545 2570 679 2576</box>
notice-court: 四川省南充市顺庆区人民法院 <box>210 2016 344 2023</box>
notice-item <box>545 1834 679 1884</box>
notice-text: 本院受理原告诉被告借款合同纠纷一案，因你下落不明，依照《中华人民共和国民事诉讼法》第九十五条之规定，向你公告送达起诉状副本、应诉通知书、举证通知书、开庭传票、民事裁定书、合议庭组成人员通知书及依法享有的诉讼权利和义务。自公告之日起经过三十日即视为送达。提出答辩状和举证的期限分别为公告送达期满后的十五日内和三十日内。本院定于举证期满后第三日上午九时在本院第七法庭公开开庭审理，逾期将依法缺席判决。特此公告。 <box>545 527 679 576</box>
notice-head: 本院受理原告 <box>378 2423 406 2428</box>
notice-text: 本院受理原告诉被告借款合同纠纷一案，因你下落不明，依照《中华人民共和国民事诉讼法》第九十五条之规定，向你公告送达起诉状副本、应诉通知书、举证通知书、开庭传票、民事裁定书、合议庭组成人员通知书及依法享有的诉讼权利和义务。自公告之日起经过三十日即视为送达。提出答辩状和举证的期限分别为公告送达期满后的十五日内和三十日内。本院定于举证期满后第三日上午九时在本院第七法庭公开开庭审理，逾期将依法缺席判决。特此公告。 <box>378 1410 512 1460</box>
notice-head: 本院受理原告 <box>545 697 573 702</box>
notice-court: 江苏省无锡市梁溪区人民法院 <box>378 558 512 565</box>
notice-item <box>545 586 679 643</box>
notice-item <box>210 736 344 786</box>
notice-item <box>210 2476 344 2526</box>
notice-court: 天津市南开区人民法院 <box>545 1492 679 1498</box>
notice-court: 天津市南开区人民法院 <box>48 610 182 617</box>
notice-court: 四川省南充市顺庆区人民法院 <box>378 498 512 505</box>
notice-text: 本院受理原告诉被告借款合同纠纷一案，因你下落不明，依照《中华人民共和国民事诉讼法》第九十五条之规定，向你公告送达起诉状副本、应诉通知书、举证通知书、开庭传票、民事裁定书、合议庭组成人员通知书及依法享有的诉讼权利和义务。自公告之日起经过三十日即视为送达。提出答辩状和举证的期限分别为公告送达期满后的十五日内和三十日内。本院定于举证期满后第三日上午九时在本院第七法庭公开开庭审理，逾期将依法缺席判决。特此公告。 <box>48 2201 182 2244</box>
notice-text: 本院受理原告诉被告借款合同纠纷一案，因你下落不明，依照《中华人民共和国民事诉讼法》第九十五条之规定，向你公告送达起诉状副本、应诉通知书、举证通知书、开庭传票、民事裁定书、合议庭组成人员通知书及依法享有的诉讼权利和义务。自公告之日起经过三十日即视为送达。提出答辩状和举证的期限分别为公告送达期满后的十五日内和三十日内。本院定于举证期满后第三日上午九时在本院第七法庭公开开庭审理，逾期将依法缺席判决。特此公告。 <box>545 1089 679 1139</box>
notice-head: 陈某、李某某： <box>210 1298 241 1303</box>
